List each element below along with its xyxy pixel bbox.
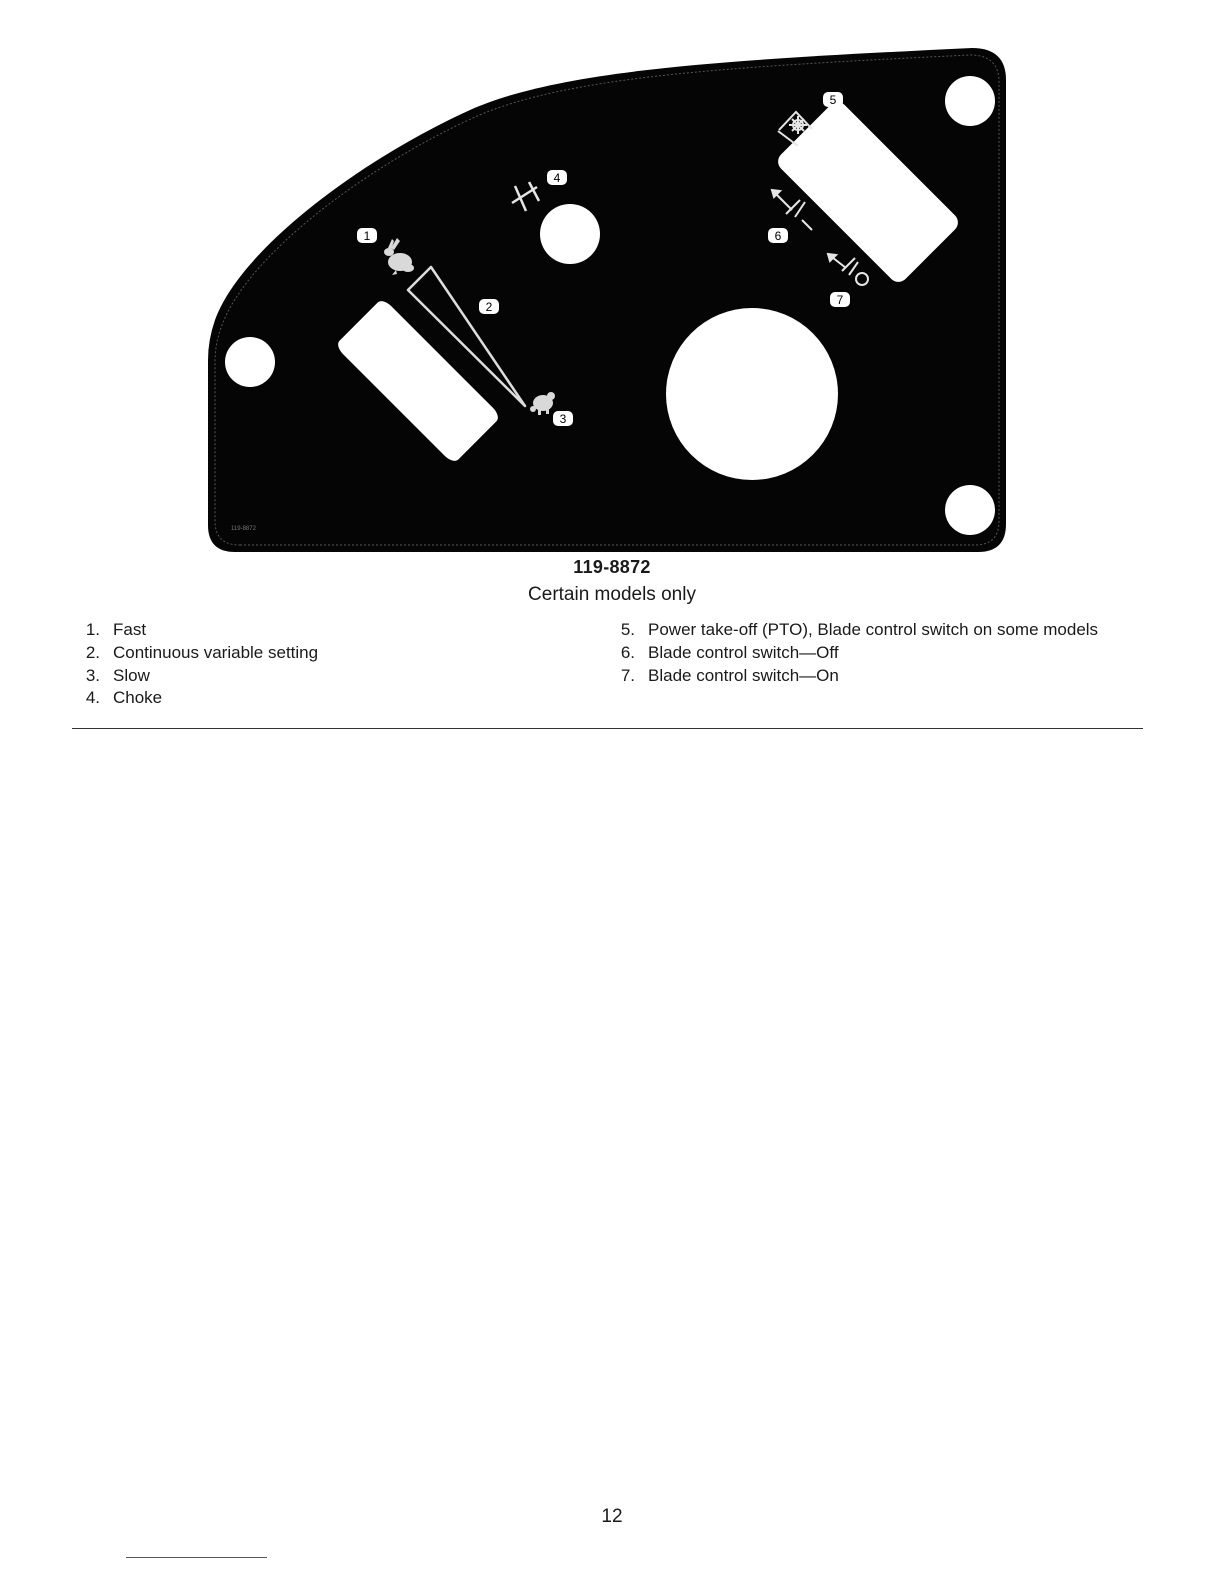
legend-item <box>80 618 318 641</box>
svg-text:3: 3 <box>559 412 567 426</box>
legend-number: 2. <box>85 643 100 662</box>
legend-label: Continuous variable setting <box>113 643 319 662</box>
decal-illustration <box>200 40 1015 560</box>
legend-label: Fast <box>113 620 147 639</box>
svg-text:6: 6 <box>774 229 782 243</box>
callout-badge <box>830 292 850 307</box>
callout-badge <box>479 299 499 314</box>
legend-label: Power take-off (PTO), Blade control switch on some models <box>648 620 1099 639</box>
steering-column-hole <box>666 308 838 480</box>
legend-label: Slow <box>113 666 150 685</box>
figure-subtitle: Certain models only <box>528 584 696 605</box>
legend-item <box>80 687 318 708</box>
mounting-hole-left <box>225 337 275 387</box>
legend-item <box>615 618 1098 641</box>
legend-number: 1. <box>85 620 100 639</box>
decal-print-code: 119-8872 <box>231 526 256 532</box>
callout-badge <box>357 228 377 243</box>
legend-left <box>80 618 318 708</box>
legend-label: Choke <box>113 688 163 707</box>
callout-badge <box>823 92 843 107</box>
legend-item <box>80 664 318 687</box>
svg-text:2: 2 <box>485 300 493 314</box>
legend-item <box>615 664 1098 687</box>
decal-panel <box>208 48 1006 552</box>
legend-label: Blade control switch—On <box>648 666 839 685</box>
callout-badge <box>768 228 788 243</box>
legend-right <box>615 618 1098 687</box>
mounting-hole-top-right <box>945 76 995 126</box>
svg-text:4: 4 <box>553 171 561 185</box>
legend-number: 5. <box>620 620 635 639</box>
figure-part-number: 119-8872 <box>573 557 651 577</box>
svg-text:1: 1 <box>363 229 371 243</box>
mounting-hole-bottom-right <box>945 485 995 535</box>
legend-number: 3. <box>85 666 100 685</box>
section-divider <box>72 728 1143 729</box>
legend-item <box>615 641 1098 664</box>
legend-item <box>80 641 318 664</box>
callout-badge <box>547 170 567 185</box>
legend-label: Blade control switch—Off <box>648 643 839 662</box>
choke-knob-hole <box>540 204 600 264</box>
page-number: 12 <box>601 1506 623 1527</box>
callout-badge <box>553 411 573 426</box>
footer-link-underline[interactable] <box>126 1557 267 1558</box>
legend-number: 7. <box>620 666 635 685</box>
svg-text:5: 5 <box>829 93 837 107</box>
legend-number: 4. <box>85 688 100 707</box>
legend-number: 6. <box>620 643 635 662</box>
svg-text:7: 7 <box>836 293 844 307</box>
